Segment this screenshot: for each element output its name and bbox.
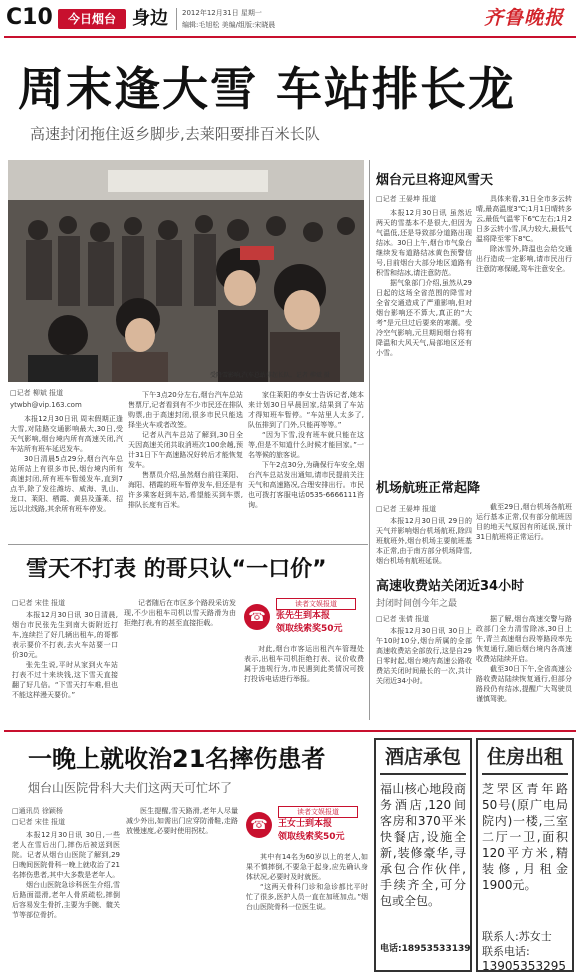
injury-para-3: 医生提醒,雪天路滑,老年人尽量减少外出,如需出门应穿防滑鞋,走路放慢速度,必要时使用拐杖。 xyxy=(126,807,238,835)
lead-headline: 周末逢大雪 车站排长龙 xyxy=(18,62,517,116)
snow-byline: □记者 王晏坤 报道 xyxy=(376,195,437,203)
paper-logo: 齐鲁晚报 xyxy=(484,7,565,29)
editors-credit: 编辑:毛旭松 美编/组版:宋晓晨 xyxy=(182,21,276,29)
lead-para-8: 下午2点30分,为确保行车安全,烟台汽车总站发出通知,请市民提前关注天气和高速路况,合理安排出行。市民也可拨打客服电话0535-6666111咨询。 xyxy=(248,461,364,509)
lead-para-3: 下午3点20分左右,烟台汽车总站售票厅,记者看到有不少市民还在排队购票,由于高速封闭,很多市民只能选择坐火车或者改签。 xyxy=(128,391,243,429)
injury-tip-name: 王女士到本报 xyxy=(278,819,333,829)
lead-email: ytwbh@vip.163.com xyxy=(10,401,82,409)
airport-body-col2 xyxy=(476,502,572,572)
phone-icon: ☎ xyxy=(244,604,270,630)
injury-tip-prize: 领取线索奖50元 xyxy=(278,832,345,842)
airport-byline: □记者 王晏坤 报道 xyxy=(376,505,437,513)
injury-para-2: 烟台山医院急诊科医生介绍,雪后路面湿滑,老年人骨质疏松,摔倒后容易发生骨折,主要为手腕、髋关节等部位骨折。 xyxy=(12,881,120,919)
injury-body-col3 xyxy=(246,852,368,970)
lead-body-col1 xyxy=(10,414,123,538)
lead-photo-caption: 受降雪影响,汽车总站排起长队。记者 柳斌 摄 xyxy=(210,372,330,379)
masthead-divider xyxy=(176,8,177,30)
rent-ad-phone: 13905353295 xyxy=(482,959,566,973)
snow-para-1: 本报12月30日讯 虽然近两天的雪基本不是很大,但因为气温低,还是导致部分道路出现结冰。30日上午,烟台市气象台继续发布道路结冰黄色预警信号,目前烟台大部分地区道路有积雪和结冰,请注意防范。 xyxy=(376,209,472,277)
taxi-tip-name: 张先生到本报 xyxy=(276,611,331,621)
snow-para-4: 除冰雪外,降温也会给交通出行造成一定影响,请市民出行注意防寒保暖,驾车注意安全。 xyxy=(476,245,572,273)
lead-para-2: 30日清晨5点29分,烟台汽车总站所站上有很多市民,烟台境内所有高速封闭,所有班车暂缓发车,直到7点半,除了发往潍坊、威海、乳山、龙口、莱阳、栖霞、黄县及蓬莱、招远以北线路,其余所有班车停发。 xyxy=(10,455,123,513)
masthead xyxy=(0,0,580,40)
section-tag xyxy=(58,9,126,29)
rent-ad-contact: 联系人:苏女士 xyxy=(482,930,552,943)
taxi-byline: □记者 宋佳 报道 xyxy=(12,599,66,607)
issue-date: 2012年12月31日 星期一 xyxy=(182,9,262,17)
injury-body-col2 xyxy=(126,806,238,970)
snow-body-col1 xyxy=(376,208,472,476)
taxi-top-rule xyxy=(8,544,368,545)
airport-headline: 机场航班正常起降 xyxy=(376,481,481,496)
lead-para-5: 售票员介绍,虽然烟台前往莱阳、海阳、栖霞的班车暂停发车,但还是有许多乘客赶到车站,希望能买到车票,排队长度有百米。 xyxy=(128,471,243,509)
rent-ad-phone-label: 联系电话: xyxy=(482,945,530,958)
taxi-para-4: 对此,烟台市客运出租汽车管理处表示,出租车司机拒绝打表、议价收费属于违规行为,市民遇到此类情况可拨打投诉电话进行举报。 xyxy=(244,645,364,683)
taxi-para-1: 本报12月30日讯 30日清晨,烟台市民张先生到南大街附近打车,连续拦了好几辆出租车,的哥都表示要价不打表,去火车站要一口价30元。 xyxy=(12,611,118,659)
column-divider xyxy=(369,160,370,720)
highway-headline: 高速收费站关闭近34小时 xyxy=(376,579,525,594)
highway-byline: □记者 张倩 报道 xyxy=(376,615,430,623)
masthead-rule xyxy=(4,36,576,38)
taxi-body-col1 xyxy=(12,610,118,726)
taxi-body-col3 xyxy=(244,644,364,726)
rent-ad xyxy=(476,738,574,972)
taxi-tip-box xyxy=(244,598,360,640)
taxi-tip-prize: 领取线索奖50元 xyxy=(276,624,343,634)
lead-byline: □记者 柳斌 报道 xyxy=(10,389,64,397)
page-number: C10 xyxy=(6,5,53,30)
hotel-ad-phone-row xyxy=(380,943,471,955)
injury-body-col1 xyxy=(12,830,120,970)
injury-para-1: 本报12月30日讯 30日,一些老人在雪后出门,摔伤后被送到医院。记者从烟台山医院了解到,29日晚间医院骨科一晚上就收治了21名摔伤患者,其中大多数是老年人。 xyxy=(12,831,120,879)
highway-body-col1 xyxy=(376,626,472,726)
injury-tip-box xyxy=(246,806,366,848)
lead-body-col2 xyxy=(128,390,243,538)
injury-byline-1: □通讯员 徐颖杨 xyxy=(12,807,63,815)
lead-para-7: “因为下雪,没有班车就只能在这等,但是不知道什么时候才能回家。”一名等候的旅客说。 xyxy=(248,431,364,459)
hotel-ad-body: 福山核心地段商务酒店,120间客房和370平米快餐店,设施全新,装修豪华,寻承包合作伙伴,手续齐全,可分包或全包。 xyxy=(380,782,466,908)
injury-story xyxy=(8,736,370,972)
crowd-photo-illustration xyxy=(8,160,364,382)
injury-tip-badge: 读者文娱报道 xyxy=(278,806,358,818)
highway-para-3: 截至30日下午,全省高速公路收费站陆续恢复通行,但部分路段仍有结冰,提醒广大驾驶员谨慎驾驶。 xyxy=(476,665,572,703)
rent-ad-body: 芝罘区青年路50号(原广电局院内)一楼,三室二厅一卫,面积120平方米,精装修,月租金1900元。 xyxy=(482,782,568,892)
airport-story xyxy=(374,480,574,572)
phone-icon: ☎ xyxy=(246,812,272,838)
lead-subhead: 高速封闭拖住返乡脚步,去莱阳要排百米长队 xyxy=(30,125,320,143)
snow-para-2: 据气象部门介绍,虽然从29日起的这场全省范围的降雪对全省交通造成了严重影响,但对烟台影响还不算大,真正的“大考”是元旦过后要来的寒潮。受冷空气影响,元旦期间烟台将有降温和大风天气,局部地区还有小雪。 xyxy=(376,279,472,357)
injury-para-4: 其中有14名为60岁以上的老人,如果不慎摔倒,不要急于起身,应先确认身体状况,必要时及时就医。 xyxy=(246,853,368,881)
snow-headline: 烟台元旦将迎风雪天 xyxy=(376,173,494,188)
hotel-ad-title: 酒店承包 xyxy=(380,744,466,775)
highway-para-2: 据了解,烟台高速交警与路政部门全力清雪除冰,30日上午,青兰高速烟台段等路段率先恢复通行,随后烟台境内各高速收费站陆续开启。 xyxy=(476,615,572,663)
lead-para-4: 记者从汽车总站了解到,30日全天因高速关闭共取消班次100余趟,预计31日下午高速路况好转后才能恢复发车。 xyxy=(128,431,243,469)
airport-para-1: 本报12月30日讯 29日的天气并影响烟台机场航班,除四班航班外,烟台机场主要航班基本正常,由于南方部分机场降雪,烟台机场有航班延误。 xyxy=(376,517,472,565)
injury-para-5: “这两天骨科门诊和急诊都比平时忙了很多,医护人员一直在加班加点。”烟台山医院骨科一位医生说。 xyxy=(246,883,368,911)
injury-subhead: 烟台山医院骨科大夫们这两天可忙坏了 xyxy=(28,781,233,795)
taxi-para-2: 张先生说,平时从家到火车站打表不过十来块钱,这下雪天直接翻了好几倍。“下雪天打车难,但也不能这样漫天要价。” xyxy=(12,661,118,699)
hotel-ad-phone: 18953533139 xyxy=(401,944,471,954)
highway-subhead: 封闭时间创今年之最 xyxy=(376,599,458,609)
highway-body-col2 xyxy=(476,614,572,726)
snow-para-3: 具体来看,31日全市多云转晴,最高温度3℃;1月1日晴转多云,最低气温零下6℃左右;1月2日多云转小雪,风力较大,最低气温将降至零下8℃。 xyxy=(476,195,572,243)
rent-ad-title: 住房出租 xyxy=(482,744,568,775)
lead-body-col3 xyxy=(248,390,364,538)
column-name: 身边 xyxy=(132,8,168,29)
taxi-body-col2 xyxy=(124,598,236,726)
section-tag-label: 今日烟台 xyxy=(67,12,116,26)
taxi-para-3: 记者随后在市区多个路段采访发现,不少出租车司机以雪天路滑为由拒绝打表,有的甚至直接拒载。 xyxy=(124,599,236,627)
lead-para-1: 本报12月30日讯 周末假期正逢大雪,对陆路交通影响最大,30日,受天气影响,烟台境内所有高速关闭,汽车站所有班车延迟发车。 xyxy=(10,415,123,453)
snow-story xyxy=(374,160,574,476)
snow-body-col2 xyxy=(476,194,572,476)
hotel-ad-phone-label: 电话: xyxy=(380,944,402,954)
taxi-headline: 雪天不打表 的哥只认“一口价” xyxy=(26,557,327,582)
injury-headline: 一晚上就收治21名摔伤患者 xyxy=(28,745,326,773)
lead-photo xyxy=(8,160,364,382)
injury-byline-2: □记者 宋佳 报道 xyxy=(12,818,66,826)
airport-body-col1 xyxy=(376,516,472,572)
lead-para-6: 家住莱阳的李女士告诉记者,她本来计划30日早晨回家,结果到了车站才得知班车暂停。“车站里人太多了,队伍排到了门外,只能再等等。” xyxy=(248,391,364,429)
airport-para-2: 截至29日,烟台机场各航班运行基本正常,仅有部分航班因目的地天气原因有所延误,预计31日航班将正常运行。 xyxy=(476,503,572,541)
highway-story xyxy=(374,578,574,726)
highway-para-1: 本报12月30日讯 30日上午10时10分,烟台所属的全部高速收费站全部放行,这是自29日零时起,烟台境内高速公路收费站关闭时间最长的一次,共计关闭近34小时。 xyxy=(376,627,472,685)
taxi-tip-badge: 读者文娱报道 xyxy=(276,598,356,610)
hotel-ad xyxy=(374,738,472,972)
taxi-story xyxy=(8,544,368,726)
injury-top-rule xyxy=(4,730,576,732)
